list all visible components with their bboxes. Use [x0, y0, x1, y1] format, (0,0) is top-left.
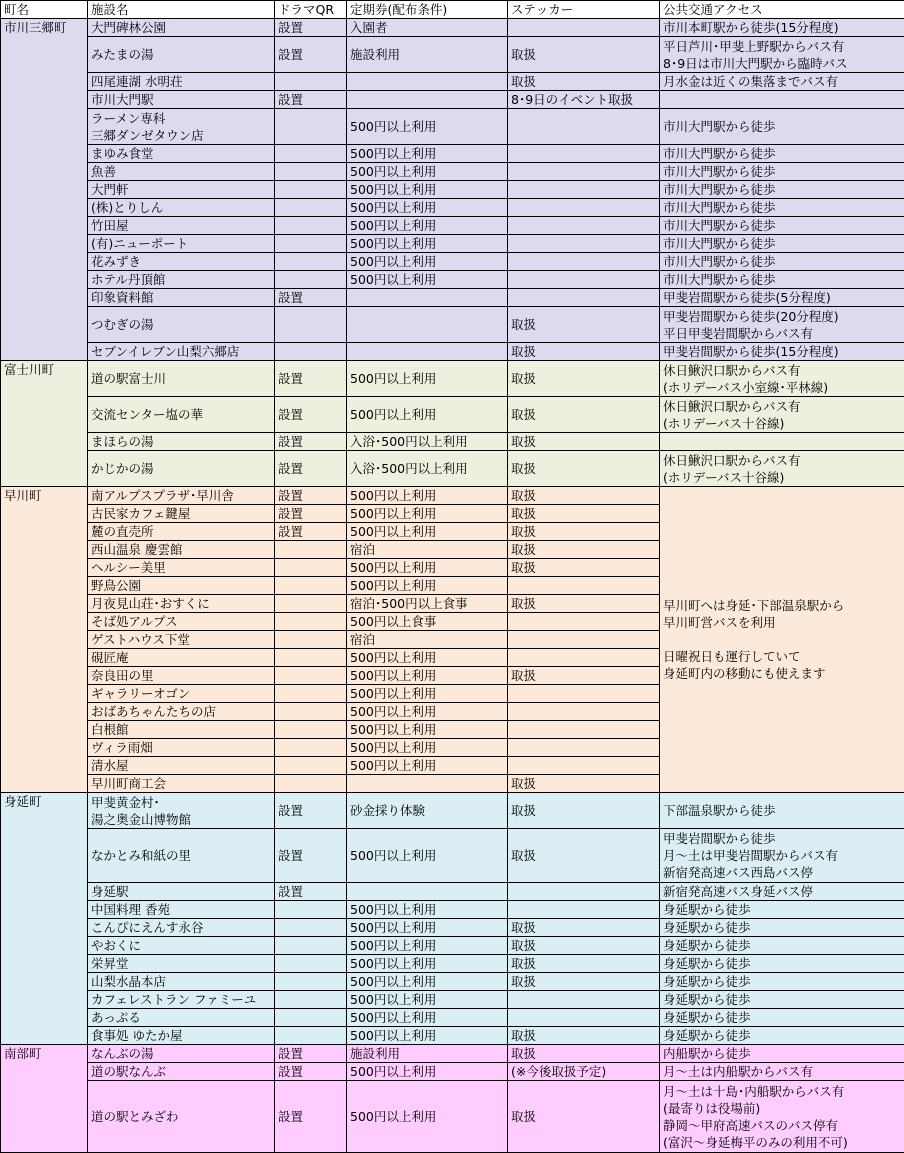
sticker-cell [508, 721, 660, 739]
drama-qr-cell [275, 739, 347, 757]
table-row [1, 73, 904, 91]
sticker-cell [508, 19, 660, 37]
facility-name: 麓の直売所 [88, 523, 275, 541]
facility-name: 清水屋 [88, 757, 275, 775]
drama-qr-cell: 設置 [275, 37, 347, 73]
facility-name: やおくに [88, 937, 275, 955]
sticker-cell: 取扱 [508, 361, 660, 397]
facility-name: なかとみ和紙の里 [88, 829, 275, 883]
pass-condition-cell: 施設利用 [347, 37, 508, 73]
facility-name: 市川大門駅 [88, 91, 275, 109]
pass-condition-cell [347, 289, 508, 307]
facility-name: 道の駅富士川 [88, 361, 275, 397]
access-cell [660, 433, 904, 451]
sticker-cell: 取扱 [508, 595, 660, 613]
drama-qr-cell [275, 973, 347, 991]
sticker-cell: (※今後取扱予定) [508, 1063, 660, 1081]
pass-condition-cell: 500円以上利用 [347, 685, 508, 703]
access-cell: 身延駅から徒歩 [660, 937, 904, 955]
pass-condition-cell [347, 343, 508, 361]
sticker-cell [508, 163, 660, 181]
facility-name: 古民家カフェ鍵屋 [88, 505, 275, 523]
facility-name: かじかの湯 [88, 451, 275, 487]
pass-condition-cell: 500円以上利用 [347, 361, 508, 397]
table-row [1, 19, 904, 37]
drama-qr-cell: 設置 [275, 1063, 347, 1081]
sticker-cell [508, 271, 660, 289]
drama-qr-cell [275, 271, 347, 289]
facility-name: 身延駅 [88, 883, 275, 901]
drama-qr-cell [275, 199, 347, 217]
pass-condition-cell: 500円以上利用 [347, 145, 508, 163]
table-row [1, 37, 904, 73]
table-row [1, 1045, 904, 1063]
drama-qr-cell [275, 181, 347, 199]
table-body [1, 19, 904, 1153]
facility-name: (株)とりしん [88, 199, 275, 217]
table-row [1, 181, 904, 199]
drama-qr-cell [275, 307, 347, 343]
access-cell: 市川大門駅から徒歩 [660, 271, 904, 289]
drama-qr-cell: 設置 [275, 829, 347, 883]
table-row [1, 433, 904, 451]
table-row [1, 883, 904, 901]
facility-name: 奈良田の里 [88, 667, 275, 685]
town-cell: 市川三郷町 [1, 19, 88, 361]
town-cell: 南部町 [1, 1045, 88, 1153]
access-cell: 月水金は近くの集落までバス有 [660, 73, 904, 91]
sticker-cell: 取扱 [508, 451, 660, 487]
access-cell: 身延駅から徒歩 [660, 901, 904, 919]
pass-condition-cell: 500円以上利用 [347, 955, 508, 973]
pass-condition-cell: 500円以上食事 [347, 613, 508, 631]
table-row [1, 217, 904, 235]
pass-condition-cell: 500円以上利用 [347, 667, 508, 685]
pass-condition-cell: 500円以上利用 [347, 649, 508, 667]
pass-condition-cell: 500円以上利用 [347, 721, 508, 739]
table-row [1, 1027, 904, 1045]
access-cell: 市川大門駅から徒歩 [660, 253, 904, 271]
sticker-cell [508, 577, 660, 595]
drama-qr-cell [275, 685, 347, 703]
facility-name: 早川町商工会 [88, 775, 275, 793]
pass-condition-cell [347, 307, 508, 343]
facility-name: 道の駅とみざわ [88, 1081, 275, 1153]
table-row [1, 973, 904, 991]
facility-name: 大門軒 [88, 181, 275, 199]
pass-condition-cell: 500円以上利用 [347, 937, 508, 955]
drama-qr-cell [275, 1009, 347, 1027]
table-row [1, 145, 904, 163]
access-cell: 下部温泉駅から徒歩 [660, 793, 904, 829]
pass-condition-cell [347, 73, 508, 91]
sticker-cell [508, 901, 660, 919]
facility-name: 山梨水晶本店 [88, 973, 275, 991]
pass-condition-cell: 500円以上利用 [347, 577, 508, 595]
drama-qr-cell [275, 217, 347, 235]
town-cell: 早川町 [1, 487, 88, 793]
drama-qr-cell: 設置 [275, 793, 347, 829]
drama-qr-cell [275, 343, 347, 361]
access-cell: 市川大門駅から徒歩 [660, 109, 904, 145]
pass-condition-cell: 500円以上利用 [347, 523, 508, 541]
sticker-cell: 取扱 [508, 343, 660, 361]
header-town: 町名 [1, 1, 88, 19]
drama-qr-cell [275, 253, 347, 271]
header-row [1, 1, 904, 19]
facility-name: こんぴにえんす永谷 [88, 919, 275, 937]
sticker-cell: 取扱 [508, 973, 660, 991]
table-row [1, 991, 904, 1009]
drama-qr-cell: 設置 [275, 19, 347, 37]
drama-qr-cell [275, 109, 347, 145]
sticker-cell [508, 991, 660, 1009]
facility-name: 食事処 ゆたか屋 [88, 1027, 275, 1045]
drama-qr-cell: 設置 [275, 451, 347, 487]
table-row [1, 253, 904, 271]
pass-condition-cell: 施設利用 [347, 1045, 508, 1063]
facility-name: 月夜見山荘･おすくに [88, 595, 275, 613]
sticker-cell: 取扱 [508, 559, 660, 577]
table-row [1, 109, 904, 145]
sticker-cell: 取扱 [508, 307, 660, 343]
facility-name: 甲斐黄金村･ 湯之奥金山博物館 [88, 793, 275, 829]
access-cell: 早川町へは身延･下部温泉駅から 早川町営バスを利用 日曜祝日も運行していて 身延町内の移動にも使えます [660, 487, 904, 793]
sticker-cell [508, 739, 660, 757]
access-cell: 身延駅から徒歩 [660, 973, 904, 991]
table-row [1, 901, 904, 919]
sticker-cell [508, 883, 660, 901]
pass-condition-cell: 500円以上利用 [347, 271, 508, 289]
sticker-cell: 取扱 [508, 523, 660, 541]
drama-qr-cell [275, 955, 347, 973]
drama-qr-cell [275, 235, 347, 253]
pass-condition-cell [347, 775, 508, 793]
pass-condition-cell: 500円以上利用 [347, 829, 508, 883]
drama-qr-cell [275, 559, 347, 577]
access-cell: 市川本町駅から徒歩(15分程度) [660, 19, 904, 37]
drama-qr-cell [275, 721, 347, 739]
pass-condition-cell: 500円以上利用 [347, 703, 508, 721]
table-row [1, 307, 904, 343]
drama-qr-cell [275, 901, 347, 919]
access-cell: 市川大門駅から徒歩 [660, 199, 904, 217]
pass-condition-cell: 500円以上利用 [347, 1009, 508, 1027]
sticker-cell: 8･9日のイベント取扱 [508, 91, 660, 109]
pass-condition-cell: 宿泊 [347, 631, 508, 649]
sticker-cell: 取扱 [508, 433, 660, 451]
sticker-cell: 取扱 [508, 667, 660, 685]
table-row [1, 829, 904, 883]
access-cell: 平日芦川･甲斐上野駅からバス有 8･9日は市川大門駅から臨時バス [660, 37, 904, 73]
facility-name: ギャラリーオゴン [88, 685, 275, 703]
table-row [1, 397, 904, 433]
table-row [1, 937, 904, 955]
facility-name: ゲストハウス下堂 [88, 631, 275, 649]
facility-name: 大門碑林公園 [88, 19, 275, 37]
sticker-cell [508, 1009, 660, 1027]
table-row [1, 289, 904, 307]
facility-name: 栄昇堂 [88, 955, 275, 973]
access-cell: 身延駅から徒歩 [660, 1009, 904, 1027]
drama-qr-cell [275, 73, 347, 91]
drama-qr-cell: 設置 [275, 433, 347, 451]
table-row [1, 199, 904, 217]
sticker-cell: 取扱 [508, 1027, 660, 1045]
access-cell: 休日鰍沢口駅からバス有 (ホリデーバス小室線･平林線) [660, 361, 904, 397]
pass-condition-cell: 500円以上利用 [347, 397, 508, 433]
pass-condition-cell: 500円以上利用 [347, 199, 508, 217]
drama-qr-cell [275, 775, 347, 793]
sticker-cell: 取扱 [508, 793, 660, 829]
drama-qr-cell: 設置 [275, 487, 347, 505]
sticker-cell [508, 289, 660, 307]
drama-qr-cell [275, 649, 347, 667]
table-row [1, 163, 904, 181]
facility-name: 西山温泉 慶雲館 [88, 541, 275, 559]
drama-qr-cell [275, 757, 347, 775]
pass-condition-cell: 500円以上利用 [347, 253, 508, 271]
table-row [1, 91, 904, 109]
pass-condition-cell: 500円以上利用 [347, 991, 508, 1009]
facility-name: 四尾連湖 水明荘 [88, 73, 275, 91]
sticker-cell: 取扱 [508, 919, 660, 937]
sticker-cell [508, 631, 660, 649]
table-row [1, 361, 904, 397]
facility-name: 印象資料館 [88, 289, 275, 307]
drama-qr-cell [275, 937, 347, 955]
sticker-cell [508, 217, 660, 235]
access-cell [660, 91, 904, 109]
facility-name: ラーメン専科 三郷ダンゼタウン店 [88, 109, 275, 145]
access-cell: 身延駅から徒歩 [660, 919, 904, 937]
facility-name: あっぷる [88, 1009, 275, 1027]
table-row [1, 271, 904, 289]
pass-condition-cell: 500円以上利用 [347, 757, 508, 775]
access-cell: 内船駅から徒歩 [660, 1045, 904, 1063]
pass-condition-cell: 入浴･500円以上利用 [347, 451, 508, 487]
sticker-cell [508, 649, 660, 667]
header-access: 公共交通アクセス [660, 1, 904, 19]
town-cell: 身延町 [1, 793, 88, 1045]
sticker-cell: 取扱 [508, 775, 660, 793]
access-cell: 月～土は内船駅からバス有 [660, 1063, 904, 1081]
table-row [1, 1081, 904, 1153]
drama-qr-cell [275, 991, 347, 1009]
drama-qr-cell [275, 631, 347, 649]
drama-qr-cell: 設置 [275, 1081, 347, 1153]
drama-qr-cell [275, 1027, 347, 1045]
town-cell: 富士川町 [1, 361, 88, 487]
facility-name: おばあちゃんたちの店 [88, 703, 275, 721]
sticker-cell [508, 703, 660, 721]
pass-condition-cell: 500円以上利用 [347, 919, 508, 937]
access-cell: 新宿発高速バス身延バス停 [660, 883, 904, 901]
drama-qr-cell: 設置 [275, 397, 347, 433]
drama-qr-cell: 設置 [275, 289, 347, 307]
table-row [1, 1063, 904, 1081]
facility-name: 魚善 [88, 163, 275, 181]
pass-condition-cell: 500円以上利用 [347, 973, 508, 991]
sticker-cell: 取扱 [508, 73, 660, 91]
facility-name: 白根館 [88, 721, 275, 739]
table-row [1, 1009, 904, 1027]
facility-name: 竹田屋 [88, 217, 275, 235]
facility-name: まほらの湯 [88, 433, 275, 451]
sticker-cell: 取扱 [508, 37, 660, 73]
pass-condition-cell: 入浴･500円以上利用 [347, 433, 508, 451]
pass-condition-cell [347, 883, 508, 901]
drama-qr-cell [275, 145, 347, 163]
drama-qr-cell [275, 541, 347, 559]
facility-name: ヘルシー美里 [88, 559, 275, 577]
sticker-cell: 取扱 [508, 505, 660, 523]
sticker-cell [508, 145, 660, 163]
pass-condition-cell: 500円以上利用 [347, 1081, 508, 1153]
header-drama-qr: ドラマQR [275, 1, 347, 19]
pass-condition-cell: 500円以上利用 [347, 901, 508, 919]
access-cell: 甲斐岩間駅から徒歩 月～土は甲斐岩間駅からバス有 新宿発高速バス西島バス停 [660, 829, 904, 883]
drama-qr-cell: 設置 [275, 361, 347, 397]
access-cell: 甲斐岩間駅から徒歩(15分程度) [660, 343, 904, 361]
pass-condition-cell: 500円以上利用 [347, 739, 508, 757]
pass-condition-cell: 500円以上利用 [347, 217, 508, 235]
access-cell: 市川大門駅から徒歩 [660, 235, 904, 253]
facility-name: カフェレストラン ファミーユ [88, 991, 275, 1009]
sticker-cell [508, 235, 660, 253]
access-cell: 休日鰍沢口駅からバス有 (ホリデーバス十谷線) [660, 451, 904, 487]
sticker-cell [508, 685, 660, 703]
drama-qr-cell [275, 577, 347, 595]
pass-condition-cell: 宿泊･500円以上食事 [347, 595, 508, 613]
table-row [1, 343, 904, 361]
access-cell: 甲斐岩間駅から徒歩(20分程度) 平日甲斐岩間駅からバス有 [660, 307, 904, 343]
drama-qr-cell [275, 163, 347, 181]
table-row [1, 955, 904, 973]
facility-name: ヴィラ雨畑 [88, 739, 275, 757]
facility-name: 交流センター塩の華 [88, 397, 275, 433]
drama-qr-cell: 設置 [275, 1045, 347, 1063]
drama-qr-cell [275, 919, 347, 937]
table-row [1, 919, 904, 937]
table-row [1, 235, 904, 253]
sticker-cell [508, 181, 660, 199]
access-cell: 市川大門駅から徒歩 [660, 163, 904, 181]
pass-condition-cell: 500円以上利用 [347, 181, 508, 199]
pass-condition-cell: 500円以上利用 [347, 505, 508, 523]
pass-condition-cell: 500円以上利用 [347, 1027, 508, 1045]
pass-condition-cell: 500円以上利用 [347, 487, 508, 505]
facility-name: つむぎの湯 [88, 307, 275, 343]
sticker-cell: 取扱 [508, 1045, 660, 1063]
table-row [1, 793, 904, 829]
sticker-cell [508, 199, 660, 217]
facility-name: 野鳥公園 [88, 577, 275, 595]
facility-name: 道の駅なんぶ [88, 1063, 275, 1081]
pass-condition-cell: 砂金採り体験 [347, 793, 508, 829]
facility-name: ホテル丹頂館 [88, 271, 275, 289]
access-cell: 身延駅から徒歩 [660, 955, 904, 973]
header-facility: 施設名 [88, 1, 275, 19]
pass-condition-cell: 宿泊 [347, 541, 508, 559]
access-cell: 市川大門駅から徒歩 [660, 181, 904, 199]
pass-condition-cell: 500円以上利用 [347, 109, 508, 145]
facility-name: (有)ニューポート [88, 235, 275, 253]
drama-qr-cell: 設置 [275, 883, 347, 901]
access-cell: 月～土は十島･内船駅からバス有 (最寄りは役場前) 静岡～甲府高速バスのバス停有 (富沢～身延梅平のみの利用不可) [660, 1081, 904, 1153]
access-cell: 市川大門駅から徒歩 [660, 145, 904, 163]
sticker-cell [508, 253, 660, 271]
drama-qr-cell [275, 667, 347, 685]
facility-name: まゆみ食堂 [88, 145, 275, 163]
pass-condition-cell: 500円以上利用 [347, 235, 508, 253]
drama-qr-cell [275, 613, 347, 631]
facility-name: セブンイレブン山梨六郷店 [88, 343, 275, 361]
sticker-cell: 取扱 [508, 829, 660, 883]
access-cell: 身延駅から徒歩 [660, 1027, 904, 1045]
sticker-cell [508, 757, 660, 775]
pass-condition-cell [347, 91, 508, 109]
sticker-cell: 取扱 [508, 397, 660, 433]
table-row [1, 451, 904, 487]
access-cell: 身延駅から徒歩 [660, 991, 904, 1009]
access-cell: 甲斐岩間駅から徒歩(5分程度) [660, 289, 904, 307]
facility-name: 中国料理 香苑 [88, 901, 275, 919]
sticker-cell: 取扱 [508, 541, 660, 559]
sticker-cell: 取扱 [508, 1081, 660, 1153]
facility-name: なんぶの湯 [88, 1045, 275, 1063]
sticker-cell: 取扱 [508, 487, 660, 505]
sticker-cell [508, 613, 660, 631]
access-cell: 休日鰍沢口駅からバス有 (ホリデーバス十谷線) [660, 397, 904, 433]
pass-condition-cell: 500円以上利用 [347, 1063, 508, 1081]
sticker-cell: 取扱 [508, 937, 660, 955]
sticker-cell: 取扱 [508, 955, 660, 973]
drama-qr-cell: 設置 [275, 505, 347, 523]
pass-condition-cell: 500円以上利用 [347, 559, 508, 577]
pass-condition-cell: 500円以上利用 [347, 163, 508, 181]
sticker-cell [508, 109, 660, 145]
facility-name: そば処アルプス [88, 613, 275, 631]
pass-condition-cell: 入園者 [347, 19, 508, 37]
drama-qr-cell: 設置 [275, 523, 347, 541]
facility-name: 南アルプスプラザ･早川舎 [88, 487, 275, 505]
drama-qr-cell [275, 703, 347, 721]
drama-qr-cell: 設置 [275, 91, 347, 109]
facility-name: 硯匠庵 [88, 649, 275, 667]
header-sticker: ステッカー [508, 1, 660, 19]
header-pass: 定期券(配布条件) [347, 1, 508, 19]
facility-name: 花みずき [88, 253, 275, 271]
access-cell: 市川大門駅から徒歩 [660, 217, 904, 235]
drama-qr-cell [275, 595, 347, 613]
facility-name: みたまの湯 [88, 37, 275, 73]
table-row [1, 487, 904, 505]
